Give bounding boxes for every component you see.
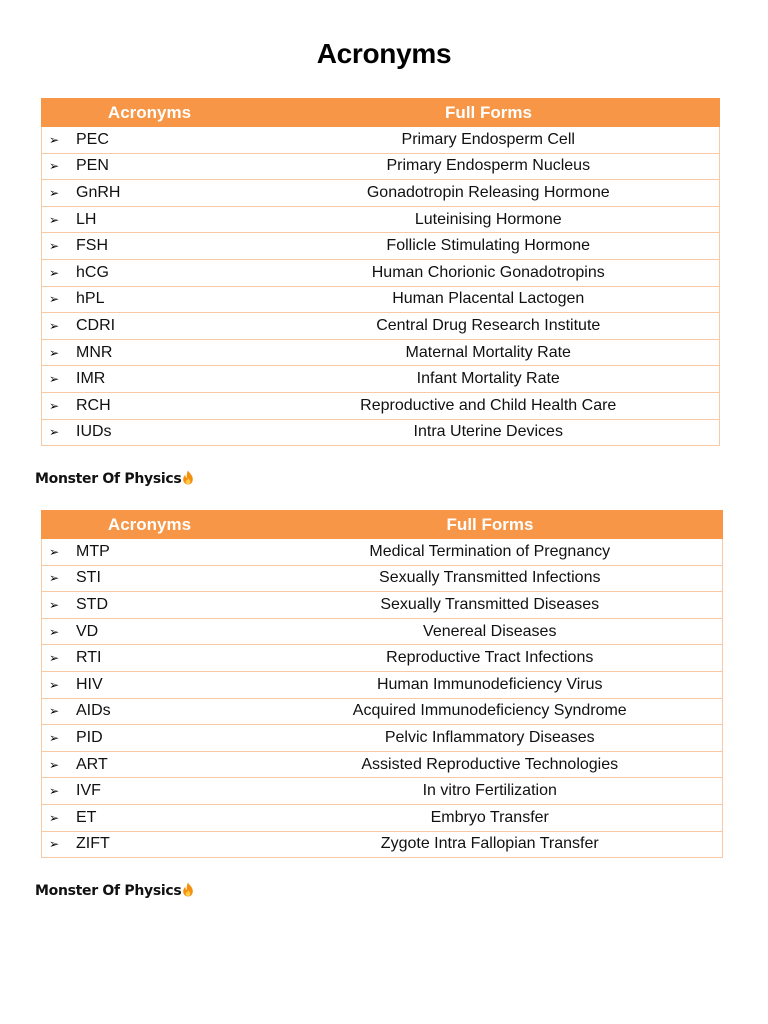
- arrow-bullet-icon: ➢: [49, 239, 60, 254]
- table-row: [42, 671, 723, 698]
- acronym-cell: [42, 153, 258, 180]
- full-form-cell: Gonadotropin Releasing Hormone: [258, 180, 720, 207]
- arrow-bullet-icon: ➢: [49, 292, 60, 307]
- full-form-cell: Assisted Reproductive Technologies: [258, 751, 723, 778]
- table-row: [42, 233, 720, 260]
- table-row: [42, 645, 723, 672]
- acronym-cell: [42, 645, 258, 672]
- acronym-text: AIDs: [76, 702, 111, 720]
- table-header-row: [42, 99, 720, 127]
- arrow-bullet-icon: ➢: [49, 784, 60, 799]
- acronym-cell: [42, 392, 258, 419]
- full-form-cell: In vitro Fertilization: [258, 778, 723, 805]
- acronym-text: RTI: [76, 649, 102, 667]
- acronym-text: STI: [76, 569, 101, 587]
- arrow-bullet-icon: ➢: [49, 372, 60, 387]
- arrow-bullet-icon: ➢: [49, 212, 60, 227]
- arrow-bullet-icon: ➢: [49, 597, 60, 612]
- header-full-forms: Full Forms: [258, 99, 720, 127]
- acronym-cell: [42, 831, 258, 858]
- acronym-cell: [42, 419, 258, 446]
- fire-icon: [182, 470, 194, 485]
- acronym-text: LH: [76, 210, 97, 228]
- header-acronyms: Acronyms: [42, 511, 258, 539]
- arrow-bullet-icon: ➢: [49, 132, 60, 147]
- full-form-cell: Luteinising Hormone: [258, 206, 720, 233]
- arrow-bullet-icon: ➢: [49, 265, 60, 280]
- arrow-bullet-icon: ➢: [49, 730, 60, 745]
- arrow-bullet-icon: ➢: [49, 185, 60, 200]
- table-body: [42, 539, 723, 858]
- acronym-cell: [42, 259, 258, 286]
- arrow-bullet-icon: ➢: [49, 544, 60, 559]
- full-form-cell: Medical Termination of Pregnancy: [258, 539, 723, 566]
- arrow-bullet-icon: ➢: [49, 345, 60, 360]
- acronym-cell: [42, 286, 258, 313]
- table-body: [42, 127, 720, 446]
- footer-text: Monster Of Physics: [35, 471, 182, 487]
- full-form-cell: Primary Endosperm Cell: [258, 127, 720, 154]
- acronym-cell: [42, 618, 258, 645]
- table-row: [42, 804, 723, 831]
- acronym-table-1: [41, 98, 720, 446]
- table-row: [42, 725, 723, 752]
- full-form-cell: Intra Uterine Devices: [258, 419, 720, 446]
- table-row: [42, 206, 720, 233]
- acronym-cell: [42, 206, 258, 233]
- page-title: Acronyms: [316, 38, 452, 69]
- full-form-cell: Venereal Diseases: [258, 618, 723, 645]
- table-row: [42, 539, 723, 566]
- acronym-text: ART: [76, 755, 108, 773]
- full-form-cell: Human Chorionic Gonadotropins: [258, 259, 720, 286]
- acronym-text: MNR: [76, 343, 113, 361]
- full-form-cell: Maternal Mortality Rate: [258, 339, 720, 366]
- header-full-forms: Full Forms: [258, 511, 723, 539]
- acronym-text: HIV: [76, 675, 103, 693]
- arrow-bullet-icon: ➢: [49, 318, 60, 333]
- footer-text: Monster Of Physics: [35, 883, 182, 899]
- arrow-bullet-icon: ➢: [49, 398, 60, 413]
- table-row: [42, 778, 723, 805]
- acronym-text: IUDs: [76, 423, 112, 441]
- full-form-cell: Human Placental Lactogen: [258, 286, 720, 313]
- acronym-text: IMR: [76, 370, 106, 388]
- acronym-text: PEN: [76, 157, 109, 175]
- full-form-cell: Reproductive Tract Infections: [258, 645, 723, 672]
- arrow-bullet-icon: ➢: [49, 810, 60, 825]
- arrow-bullet-icon: ➢: [49, 624, 60, 639]
- table-row: [42, 592, 723, 619]
- acronym-text: hCG: [76, 263, 109, 281]
- fire-icon: [182, 882, 194, 897]
- full-form-cell: Reproductive and Child Health Care: [258, 392, 720, 419]
- acronym-text: VD: [76, 622, 99, 640]
- acronym-text: ET: [76, 808, 97, 826]
- acronym-text: hPL: [76, 290, 105, 308]
- acronym-table-2: [41, 510, 723, 858]
- table-row: [42, 127, 720, 154]
- table-row: [42, 313, 720, 340]
- table-row: [42, 366, 720, 393]
- footer-note: [35, 882, 194, 899]
- full-form-cell: Infant Mortality Rate: [258, 366, 720, 393]
- full-form-cell: Acquired Immunodeficiency Syndrome: [258, 698, 723, 725]
- acronym-cell: [42, 313, 258, 340]
- table-row: [42, 618, 723, 645]
- full-form-cell: Embryo Transfer: [258, 804, 723, 831]
- table-row: [42, 565, 723, 592]
- acronym-text: ZIFT: [76, 835, 110, 853]
- acronym-cell: [42, 592, 258, 619]
- full-form-cell: Zygote Intra Fallopian Transfer: [258, 831, 723, 858]
- arrow-bullet-icon: ➢: [49, 159, 60, 174]
- table-header-row: [42, 511, 723, 539]
- full-form-cell: Primary Endosperm Nucleus: [258, 153, 720, 180]
- acronym-cell: [42, 778, 258, 805]
- acronym-cell: [42, 233, 258, 260]
- acronym-cell: [42, 671, 258, 698]
- acronym-cell: [42, 127, 258, 154]
- header-acronyms: Acronyms: [42, 99, 258, 127]
- acronym-text: MTP: [76, 542, 110, 560]
- arrow-bullet-icon: ➢: [49, 651, 60, 666]
- acronym-cell: [42, 180, 258, 207]
- arrow-bullet-icon: ➢: [49, 837, 60, 852]
- table-row: [42, 419, 720, 446]
- full-form-cell: Human Immunodeficiency Virus: [258, 671, 723, 698]
- acronym-text: PID: [76, 728, 103, 746]
- acronym-text: PEC: [76, 130, 109, 148]
- full-form-cell: Follicle Stimulating Hormone: [258, 233, 720, 260]
- acronym-text: RCH: [76, 396, 111, 414]
- table-row: [42, 392, 720, 419]
- acronym-cell: [42, 539, 258, 566]
- table-row: [42, 153, 720, 180]
- acronym-cell: [42, 725, 258, 752]
- table-row: [42, 286, 720, 313]
- acronym-text: FSH: [76, 237, 108, 255]
- full-form-cell: Central Drug Research Institute: [258, 313, 720, 340]
- arrow-bullet-icon: ➢: [49, 677, 60, 692]
- full-form-cell: Sexually Transmitted Diseases: [258, 592, 723, 619]
- table-row: [42, 751, 723, 778]
- acronym-cell: [42, 339, 258, 366]
- table-row: [42, 259, 720, 286]
- acronym-cell: [42, 366, 258, 393]
- acronym-cell: [42, 751, 258, 778]
- table-row: [42, 339, 720, 366]
- footer-note: [35, 470, 194, 487]
- table-row: [42, 698, 723, 725]
- acronym-text: CDRI: [76, 316, 116, 334]
- acronym-text: IVF: [76, 782, 101, 800]
- arrow-bullet-icon: ➢: [49, 757, 60, 772]
- full-form-cell: Pelvic Inflammatory Diseases: [258, 725, 723, 752]
- full-form-cell: Sexually Transmitted Infections: [258, 565, 723, 592]
- acronym-text: STD: [76, 595, 108, 613]
- acronym-cell: [42, 804, 258, 831]
- acronym-cell: [42, 698, 258, 725]
- table-row: [42, 180, 720, 207]
- acronym-text: GnRH: [76, 183, 121, 201]
- acronym-cell: [42, 565, 258, 592]
- arrow-bullet-icon: ➢: [49, 704, 60, 719]
- arrow-bullet-icon: ➢: [49, 571, 60, 586]
- arrow-bullet-icon: ➢: [49, 425, 60, 440]
- table-row: [42, 831, 723, 858]
